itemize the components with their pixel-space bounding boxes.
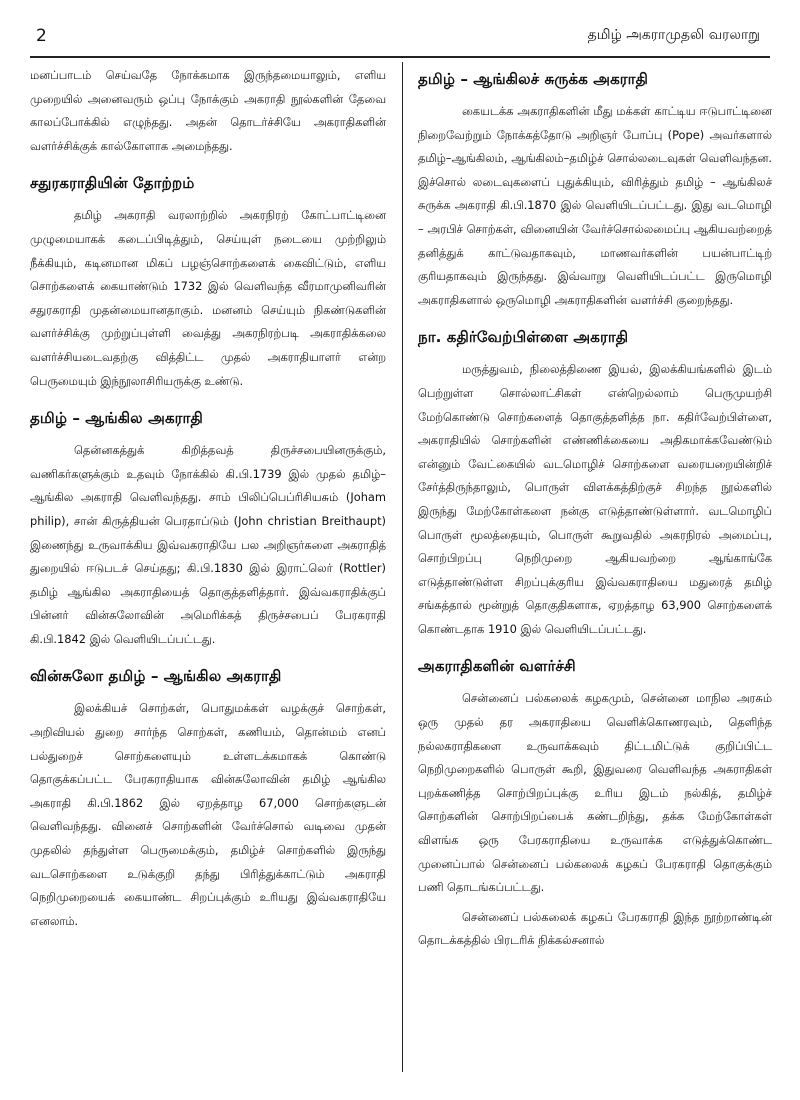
right-column (418, 64, 772, 959)
intro-paragraph: மனப்பாடம் செய்வதே நோக்கமாக இருந்தமையாலும், எளிய முறையில் அனைவரும் ஒப்பு நோக்கும் அகராதி நூல்களின் தேவை காலப்போக்கில் எழுந்தது. அதன் தொடர்ச்சியே அகராதிகளின் வளர்ச்சிக்குக் கால்கோளாக அமைந்தது. (30, 68, 386, 153)
section-title-dictionary-growth: அகராதிகளின் வளர்ச்சி (418, 657, 576, 676)
paragraph-winslow: இலக்கியச் சொற்கள், பொதுமக்கள் வழக்குச் சொற்கள், அறிவியல் துறை சார்ந்த சொற்கள், கணியம், தொன்மம் எனப் பல்துறைச் சொற்களையும் உள்ளடக்கமாகக் கொண்டு தொகுக்கப்பட்ட பேரகராதியாக வின்சுலோவின் தமிழ் ஆங்கில அகராதி கி.பி.1862 இல் ஏறத்தாழ 67,000 சொற்களுடன் வெளிவந்தது. வினைச் சொற்களின் வேர்ச்சொல் வடிவை முதன் முதலில் தந்துள்ள பெருமைக்கும், தமிழ்ச் சொற்களில் இருந்து வடசொற்களை உடுக்குறி தந்து பிரித்துக்காட்டும் அகராதி நெறிமுறையைக் கையாண்ட சிறப்புக்கும் உரியது இவ்வகராதியே எனலாம். (30, 701, 386, 928)
left-column (30, 64, 386, 939)
section-title-tamil-english: தமிழ் – ஆங்கில அகராதி (30, 409, 203, 428)
paragraph-sathurakarathi: தமிழ் அகராதி வரலாற்றில் அகரநிரற் கோட்பாட்டினை முழுமையாகக் கடைப்பிடித்தும், செய்யுள் நடையை முற்றிலும் நீக்கியும், கடினமான மிகப் பழஞ்சொற்களைக் கைவிட்டும், எளிய சொற்களைக் கையாண்டும் 1732 இல் வெளிவந்த வீரமாமுனிவரின் சதுரகராதி முதன்மையானதாகும். மனனம் செய்யும் நிகண்டுகளின் வளர்ச்சிக்கு முற்றுப்புள்ளி வைத்து அகரநிரற்படி அகராதிக்கலை வளர்ச்சியடைவதற்கு வித்திட்ட முதல் அகராதியாளர் என்ற பெருமையும் இந்நூலாசிரியருக்கு உண்டு. (30, 208, 386, 388)
paragraph-concise-dictionary: கையடக்க அகராதிகளின் மீது மக்கள் காட்டிய ஈடுபாட்டினை நிறைவேற்றும் நோக்கத்தோடு அறிஞர் போப்பு (Pope) அவர்களால் தமிழ்–ஆங்கிலம், ஆங்கிலம்–தமிழ்ச் சொல்லடைவுகள் வெளிவந்தன. இச்சொல் லடைவுகளைப் புதுக்கியும், விரித்தும் தமிழ் – ஆங்கிலச் சுருக்க அகராதி கி.பி.1870 இல் வெளியிடப்பட்டது. இது வடமொழி – அரபிச் சொற்கள், வினையின் வேர்ச்சொல்லமைப்பு ஆகியவற்றைத் தனித்துக் காட்டுவதாகவும், மாணவர்களின் பயன்பாட்டிற் குரியதாகவும் இருந்தது. இவ்வாறு வெளியிடப்பட்ட இருமொழி அகராதிகளால் ஒருமொழி அகராதிகளின் வளர்ச்சி குறைந்தது. (418, 104, 772, 307)
paragraph-dictionary-growth-1: சென்னைப் பல்கலைக் கழகமும், சென்னை மாநில அரசும் ஒரு முதல் தர அகராதியை வெளிக்கொணரவும், தெளிந்த நல்லகராதிகளை உருவாக்கவும் திட்டமிட்டுக் குறிப்பிட்ட நெறிமுறைகளில் பொருள் கூறி, இதுவரை வெளிவந்த அகராதிகள் புறக்கணித்த சொற்பிறப்புக்கு உரிய இடம் நல்கித், தமிழ்ச் சொற்களின் சொற்பிறப்பைக் கண்டறிந்து, தக்க மேற்கோள்கள் விளங்க ஒரு பேரகராதியை உருவாக்க எடுத்துக்கொண்ட முனைப்பால் சென்னைப் பல்கலைக் கழகப் பேரகராதி தொகுக்கும் பணி தொடங்கப்பட்டது. (418, 691, 772, 895)
running-title: தமிழ் அகராமுதலி வரலாறு (587, 27, 760, 43)
section-title-concise-dictionary: தமிழ் – ஆங்கிலச் சுருக்க அகராதி (418, 70, 649, 88)
paragraph-dictionary-growth-2: சென்னைப் பல்கலைக் கழகப் பேரகராதி இந்த நூற்றாண்டின் தொடக்கத்தில் பிரடரிக் நிக்கல்சனால் (418, 909, 772, 948)
column-divider (402, 62, 403, 1072)
paragraph-kathirvel-pillai: மருத்துவம், நிலைத்திணை இயல், இலக்கியங்களில் இடம் பெற்றுள்ள சொல்லாட்சிகள் என்றெல்லாம் பெருமுயற்சி மேற்கொண்டு சொற்களைத் தொகுத்தளித்த நா. கதிர்வேற்பிள்ளை, அகராதியில் சொற்களின் எண்ணிக்கையை அதிகமாக்கவேண்டும் என்னும் வேட்கையில் வடமொழிச் சொற்களை வரையறையின்றிச் சேர்த்திருந்தாலும், பொருள் விளக்கத்திற்குச் சிறந்த நூல்களில் இருந்து மேற்கோள்களை நன்கு எடுத்தாண்டுள்ளார். வடமொழிப் பொருள் மூலத்தையும், பொருள் கூறுவதில் அகரநிரல் அமைப்பு, சொற்பிறப்பு நெறிமுறை ஆகியவற்றை ஆங்காங்கே எடுத்தாண்டுள்ள சிறப்புக்குரிய இவ்வகராதியை மதுரைத் தமிழ் சங்கத்தால் மூன்றுத் தொகுதிகளாக, ஏறத்தாழ 63,900 சொற்களைக் கொண்டதாக 1910 இல் வெளியிடப்பட்டது. (418, 362, 772, 636)
section-title-kathirvel-pillai: நா. கதிர்வேற்பிள்ளை அகராதி (418, 328, 629, 347)
section-title-winslow: வின்சுலோ தமிழ் – ஆங்கில அகராதி (30, 667, 282, 686)
section-title-sathurakarathi: சதுரகராதியின் தோற்றம் (30, 174, 195, 193)
page-number: 2 (36, 26, 47, 46)
header-rule (30, 56, 770, 58)
paragraph-tamil-english: தென்னகத்துக் கிறித்தவத் திருச்சபையினருக்கும், வணிகர்களுக்கும் உதவும் நோக்கில் கி.பி.1739 இல் முதல் தமிழ்–ஆங்கில அகராதி வெளிவந்தது. சாம் பிலிப்பெப்ரிசியசும் (Joham philip), சான் கிருத்தியன் பெரதாப்டும் (John christian Breithaupt) இணைந்து உருவாக்கிய இவ்வகராதியே பல அறிஞர்களை அகராதித் துறையில் ஈடுபடச் செய்தது; கி.பி.1830 இல் இராட்லெர் (Rottler) தமிழ் ஆங்கில அகராதியைத் தொகுத்தளித்தார். இவ்வகராதிக்குப் பின்னர் வின்சுலோவின் அமெரிக்கத் திருச்சபைப் பேரகராதி கி.பி.1842 இல் வெளியிடப்பட்டது. (30, 443, 386, 646)
